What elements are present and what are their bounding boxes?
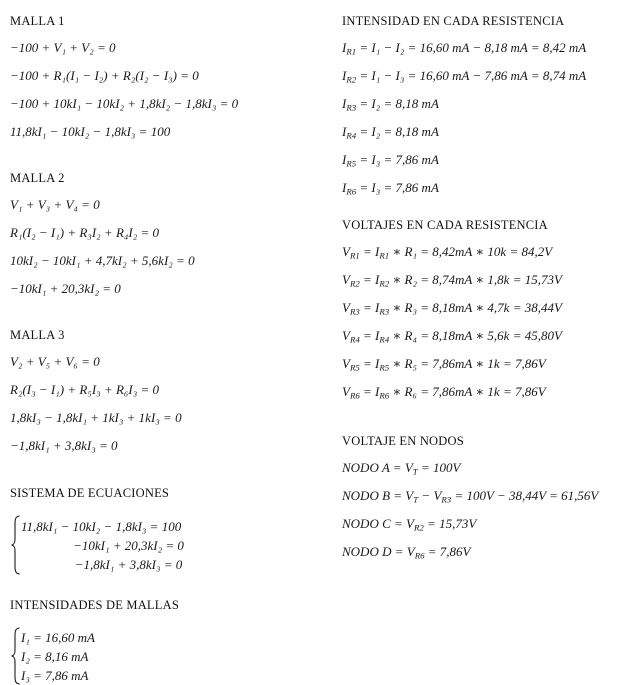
- node-voltage-line: NODO $B = V_T - V_{R3} = 100V - 38,44V = 61,56V$: [342, 488, 599, 505]
- resistor-current-line: $I_{R3} = I_2 = 8,18$ mA: [342, 96, 439, 113]
- system-equation: −10kI₁ + 20,3kI₂ = 0: [73, 537, 184, 553]
- section-malla-2: [10, 165, 195, 303]
- equation-line: R₂(I₃ − I₁) + R₅I₃ + R₆I₃ = 0: [10, 382, 160, 397]
- section-sistema-ecuaciones: [10, 480, 236, 575]
- resistor-voltage-line: $V_{R5} = I_{R5}$ ∗ R₅ = 7,86mA ∗ 1k = 7,86V: [342, 356, 546, 373]
- equation-line: −100 + R₁(I₁ − I₂) + R₂(I₂ − I₃) = 0: [10, 68, 199, 83]
- equation-system: [10, 515, 236, 575]
- section-intensidad-resistencias: [342, 8, 586, 202]
- section-heading: MALLA 3: [10, 328, 65, 342]
- mesh-current-value: I₂ = 8,16 mA: [21, 648, 89, 664]
- resistor-voltage-line: $V_{R4} = I_{R4}$ ∗ R₄ = 8,18mA ∗ 5,6k = 45,80V: [342, 328, 562, 345]
- resistor-voltage-line: $V_{R1} = I_{R1}$ ∗ R₁ = 8,42mA ∗ 10k = 84,2V: [342, 244, 553, 261]
- current-system: [10, 627, 181, 685]
- section-malla-1: [10, 8, 238, 146]
- system-equation: −1,8kI₁ + 3,8kI₃ = 0: [74, 556, 183, 572]
- resistor-voltage-line: $V_{R6} = I_{R6}$ ∗ R₆ = 7,86mA ∗ 1k = 7,86V: [342, 384, 546, 401]
- section-voltaje-nodos: [342, 428, 598, 566]
- resistor-current-line: $I_{R5} = I_3 = 7,86$ mA: [342, 152, 439, 169]
- equation-line: −1,8kI₁ + 3,8kI₃ = 0: [10, 438, 118, 453]
- equation-line: −100 + V₁ + V₂ = 0: [10, 40, 116, 55]
- equation-line: V₂ + V₅ + V₆ = 0: [10, 354, 100, 369]
- section-heading: MALLA 1: [10, 14, 65, 28]
- equation-line: 1,8kI₃ − 1,8kI₁ + 1kI₃ + 1kI₃ = 0: [10, 410, 182, 425]
- section-heading: SISTEMA DE ECUACIONES: [10, 486, 170, 500]
- section-malla-3: [10, 322, 182, 460]
- system-equation: 11,8kI₁ − 10kI₂ − 1,8kI₃ = 100: [21, 518, 182, 534]
- node-voltage-line: NODO $C = V_{R2} = 15,73V$: [342, 516, 477, 533]
- section-heading: VOLTAJE EN NODOS: [342, 434, 464, 448]
- equation-line: 10kI₂ − 10kI₁ + 4,7kI₂ + 5,6kI₂ = 0: [10, 253, 195, 268]
- section-intensidades-mallas: [10, 592, 181, 685]
- resistor-voltage-line: $V_{R3} = I_{R3}$ ∗ R₃ = 8,18mA ∗ 4,7k = 38,44V: [342, 300, 562, 317]
- resistor-voltage-line: $V_{R2} = I_{R2}$ ∗ R₂ = 8,74mA ∗ 1,8k = 15,73V: [342, 272, 562, 289]
- node-voltage-line: NODO $D = V_{R6} = 7,86V$: [342, 544, 471, 561]
- section-heading: INTENSIDAD EN CADA RESISTENCIA: [342, 14, 565, 28]
- equation-line: 11,8kI₁ − 10kI₂ − 1,8kI₃ = 100: [10, 124, 171, 139]
- resistor-current-line: $I_{R6} = I_3 = 7,86$ mA: [342, 180, 439, 197]
- section-voltajes-resistencias: [342, 212, 562, 406]
- section-heading: MALLA 2: [10, 171, 65, 185]
- equation-line: −10kI₁ + 20,3kI₂ = 0: [10, 281, 121, 296]
- equation-line: −100 + 10kI₁ − 10kI₂ + 1,8kI₂ − 1,8kI₃ = 0: [10, 96, 239, 111]
- resistor-current-line: $I_{R1} = I_1 - I_2 = 16,60$ mA − 8,18 mA = 8,42 mA: [342, 40, 587, 57]
- resistor-current-line: $I_{R4} = I_2 = 8,18$ mA: [342, 124, 439, 141]
- section-heading: VOLTAJES EN CADA RESISTENCIA: [342, 218, 548, 232]
- mesh-current-value: I₁ = 16,60 mA: [21, 629, 95, 645]
- section-heading: INTENSIDADES DE MALLAS: [10, 598, 179, 612]
- left-brace-icon: [10, 627, 21, 685]
- node-voltage-line: NODO $A = V_T = 100V$: [342, 460, 461, 477]
- left-brace-icon: [10, 515, 21, 575]
- mesh-current-value: I₃ = 7,86 mA: [21, 667, 89, 683]
- equation-line: V₁ + V₃ + V₄ = 0: [10, 197, 100, 212]
- resistor-current-line: $I_{R2} = I_1 - I_3 = 16,60$ mA − 7,86 mA = 8,74 mA: [342, 68, 587, 85]
- equation-line: R₁(I₂ − I₁) + R₃I₂ + R₄I₂ = 0: [10, 225, 160, 240]
